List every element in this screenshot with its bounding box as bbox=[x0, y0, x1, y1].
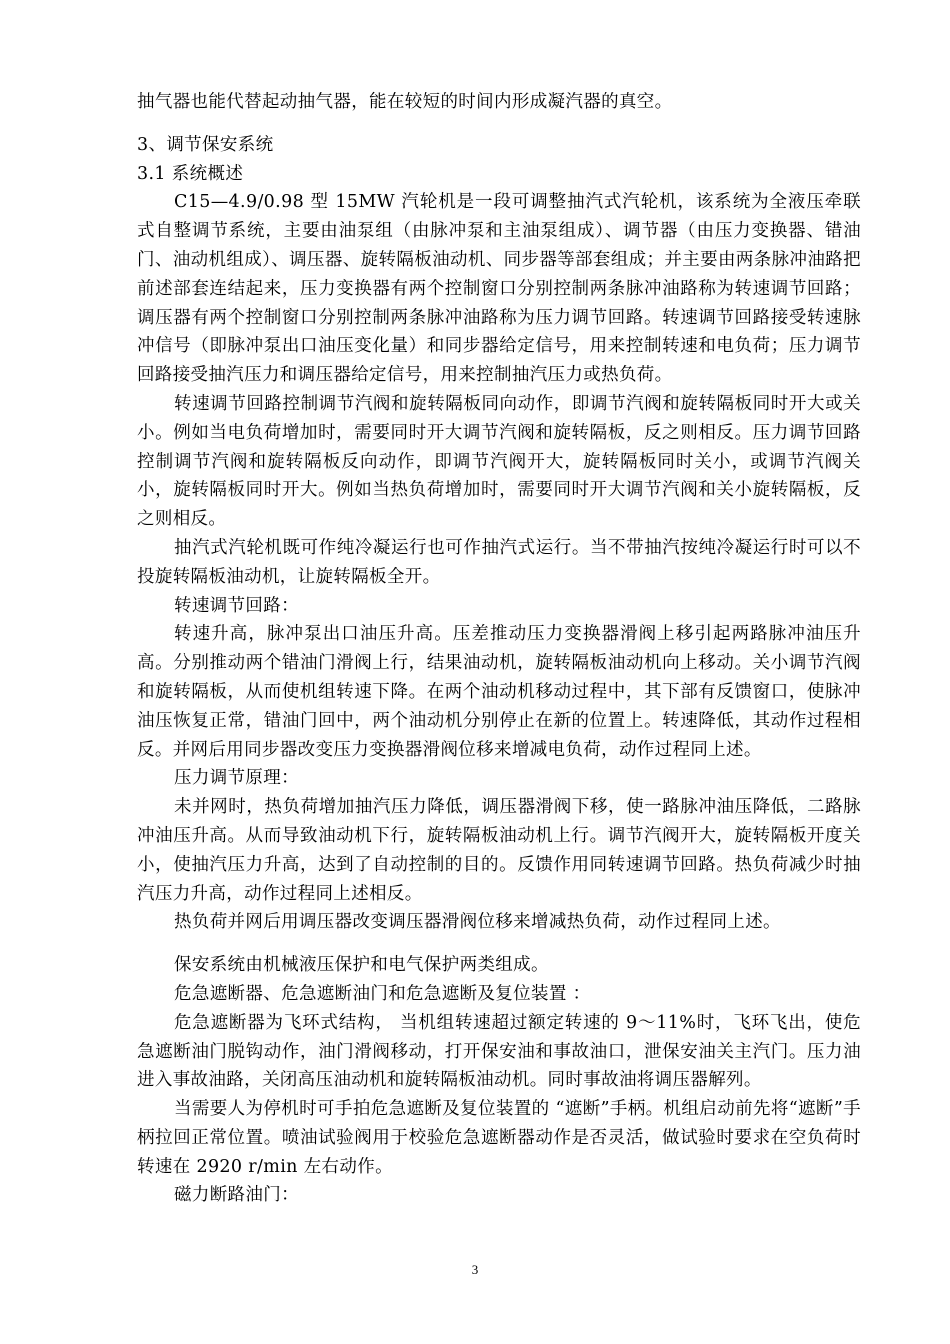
paragraph: 危急遮断器为飞环式结构， 当机组转速超过额定转速的 9～11%时，飞环飞出，使危急遮断油门脱钩动作，油门滑阀移动，打开保安油和事故油口，泄保安油关主汽门。压力油进入事故油路，关闭高压油动机和旋转隔板油动机。同时事故油将调压器解列。 bbox=[137, 1012, 861, 1091]
spacer bbox=[137, 937, 861, 951]
section-heading: 3、调节保安系统 bbox=[137, 134, 274, 155]
paragraph: 转速升高，脉冲泵出口油压升高。压差推动压力变换器滑阀上移引起两路脉冲油压升高。分别推动两个错油门滑阀上行，结果油动机，旋转隔板油动机向上移动。关小调节汽阀和旋转隔板，从而使机组转速下降。在两个油动机移动过程中，其下部有反馈窗口，使脉冲油压恢复正常，错油门回中，两个油动机分别停止在新的位置上。转速降低，其动作过程相反。并网后用同步器改变压力变换器滑阀位移来增减电负荷，动作过程同上述。 bbox=[137, 624, 861, 760]
spacer bbox=[137, 117, 861, 131]
paragraph-heading: 转速调节回路： bbox=[174, 595, 299, 616]
document-body bbox=[137, 88, 861, 1210]
paragraph: C15—4.9/0.98 型 15MW 汽轮机是一段可调整抽汽式汽轮机，该系统为全液压牵联式自整调节系统，主要由油泵组（由脉冲泵和主油泵组成）、调节器（由压力变换器、错油门、油动机组成）、调压器、旋转隔板油动机、同步器等部套组成；并主要由两条脉冲油路把前述部套连结起来，压力变换器有两个控制窗口分别控制两条脉冲油路称为转速调节回路；调压器有两个控制窗口分别控制两条脉冲油路称为压力调节回路。转速调节回路接受转速脉冲信号（即脉冲泵出口油压变化量）和同步器给定信号，用来控制转速和电负荷；压力调节回路接受抽汽压力和调压器给定信号，用来控制抽汽压力或热负荷。 bbox=[137, 192, 861, 386]
paragraph-heading: 磁力断路油门： bbox=[174, 1185, 299, 1206]
paragraph: 抽气器也能代替起动抽气器，能在较短的时间内形成凝汽器的真空。 bbox=[137, 92, 673, 112]
paragraph: 当需要人为停机时可手拍危急遮断及复位装置的 “遮断”手柄。机组启动前先将“遮断”手柄拉回正常位置。喷油试验阀用于校验危急遮断器动作是否灵活，做试验时要求在空负荷时转速在 2920 r/min 左右动作。 bbox=[137, 1099, 861, 1177]
paragraph: 保安系统由机械液压保护和电气保护两类组成。 bbox=[174, 955, 549, 976]
paragraph-heading: 危急遮断器、危急遮断油门和危急遮断及复位装置 ： bbox=[174, 983, 591, 1004]
page-number: 3 bbox=[471, 1262, 479, 1277]
paragraph: 转速调节回路控制调节汽阀和旋转隔板同向动作，即调节汽阀和旋转隔板同时开大或关小。例如当电负荷增加时，需要同时开大调节汽阀和旋转隔板，反之则相反。压力调节回路控制调节汽阀和旋转隔板反向动作，即调节汽阀开大，旋转隔板同时关小，或调节汽阀关小，旋转隔板同时开大。例如当热负荷增加时，需要同时开大调节汽阀和关小旋转隔板，反之则相反。 bbox=[137, 393, 861, 530]
paragraph: 热负荷并网后用调压器改变调压器滑阀位移来增减热负荷，动作过程同上述。 bbox=[174, 912, 781, 933]
paragraph-heading: 压力调节原理： bbox=[174, 768, 299, 789]
paragraph: 未并网时，热负荷增加抽汽压力降低，调压器滑阀下移，使一路脉冲油压降低，二路脉冲油压升高。从而导致油动机下行，旋转隔板油动机上行。调节汽阀开大，旋转隔板开度关小，使抽汽压力升高，达到了自动控制的目的。反馈作用同转速调节回路。热负荷减少时抽汽压力升高，动作过程同上述相反。 bbox=[137, 797, 861, 904]
paragraph: 抽汽式汽轮机既可作纯冷凝运行也可作抽汽式运行。当不带抽汽按纯冷凝运行时可以不投旋转隔板油动机，让旋转隔板全开。 bbox=[137, 537, 861, 587]
subsection-heading: 3.1 系统概述 bbox=[137, 163, 244, 184]
